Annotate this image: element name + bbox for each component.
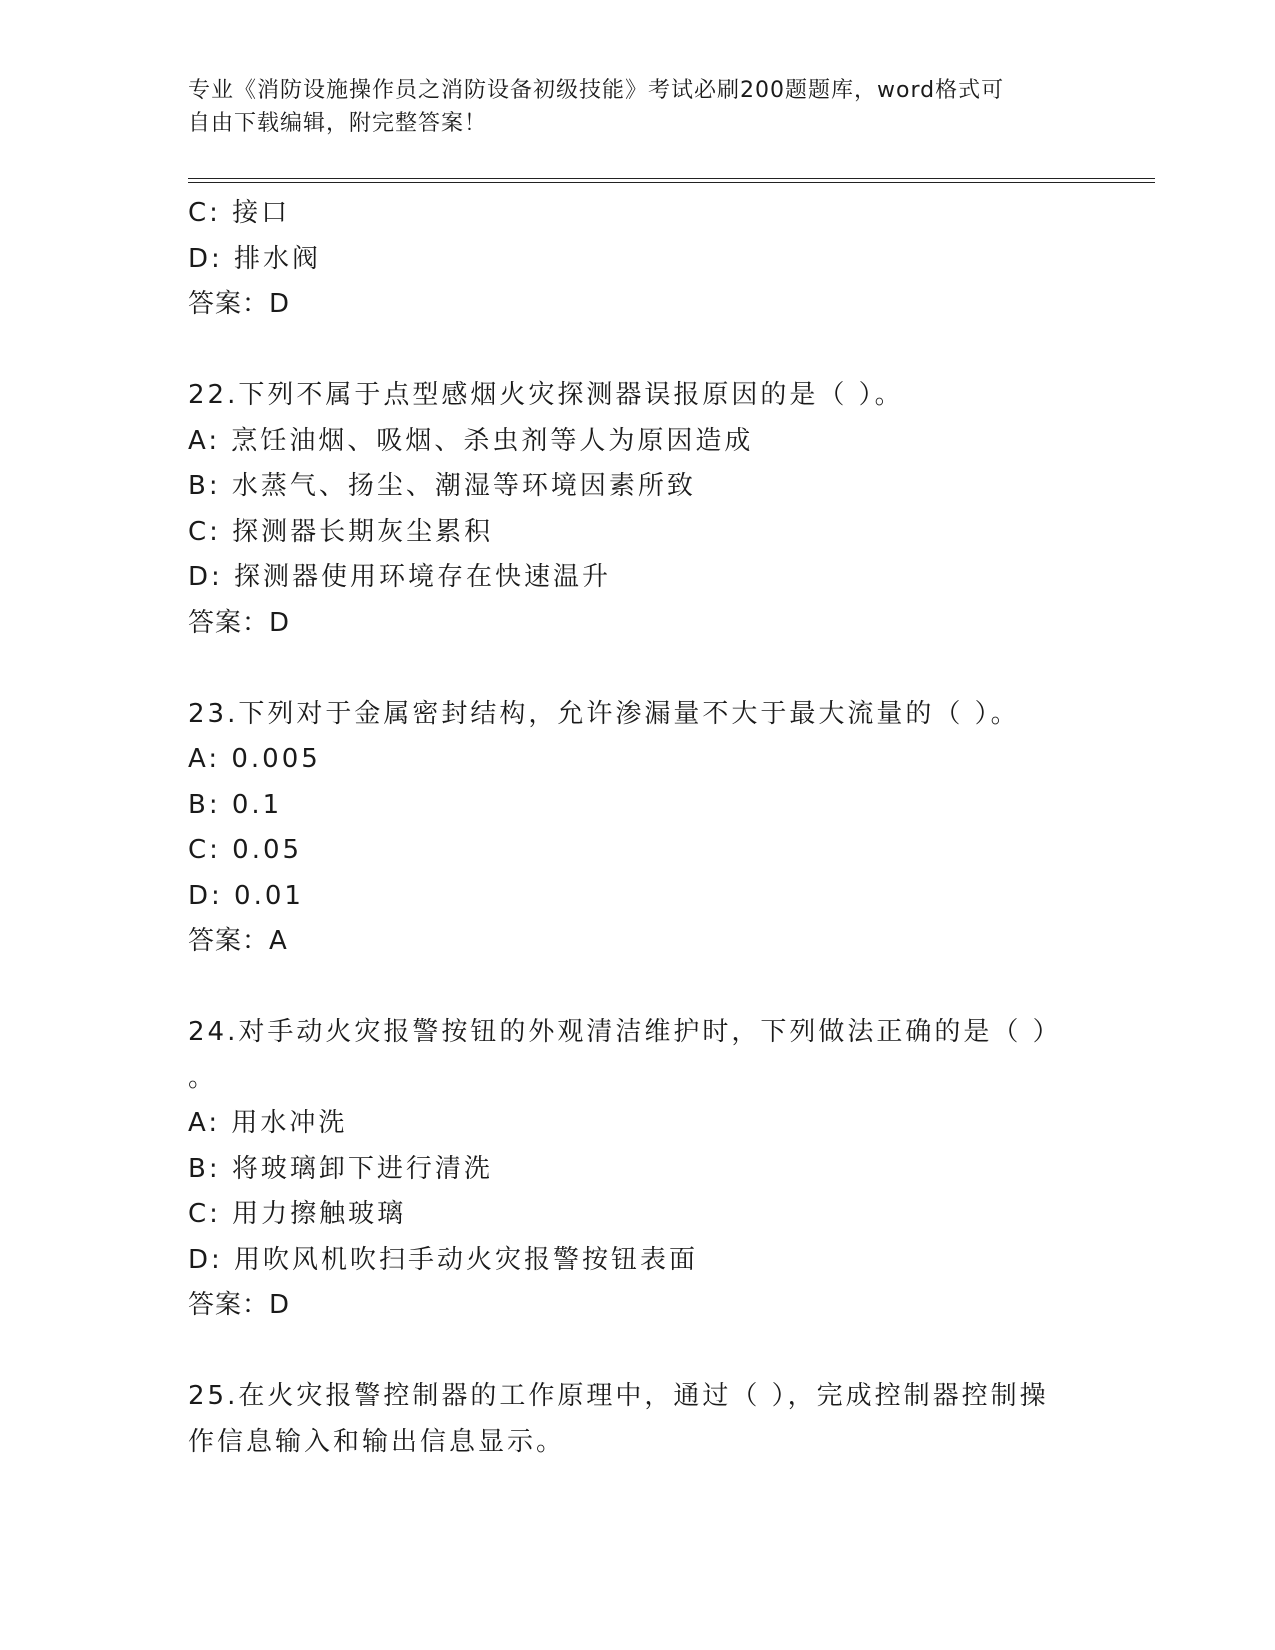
header-title-line-1: 专业《消防设施操作员之消防设备初级技能》考试必刷200题题库，word格式可: [188, 78, 1005, 103]
question-25-title-line-2: 作信息输入和输出信息显示。: [188, 1426, 566, 1457]
answer-line: 答案：D: [188, 289, 291, 319]
question-22-answer: 答案：D: [188, 607, 291, 638]
question-24-answer: 答案：D: [188, 1290, 291, 1320]
header-title-line-2: 自由下载编辑，附完整答案！: [188, 111, 488, 136]
question-24-title: 24.对手动火灾报警按钮的外观清洁维护时，下列做法正确的是（ ）: [188, 1017, 1062, 1047]
spacer: [188, 328, 1088, 374]
question-23-option-b: B: 0.1: [188, 789, 283, 820]
question-list: [188, 191, 1088, 1465]
header-rule-bottom: [188, 182, 1155, 183]
header-rule-top: [188, 178, 1155, 179]
spacer: [188, 1329, 1088, 1375]
question-23-option-c: C: 0.05: [188, 835, 303, 865]
question-23-answer: 答案：A: [188, 926, 288, 956]
question-24-option-d: D: 用吹风机吹扫手动火灾报警按钮表面: [188, 1244, 699, 1275]
spacer: [188, 646, 1088, 692]
question-24-option-c: C: 用力擦触玻璃: [188, 1199, 407, 1229]
question-23-title: 23.下列对于金属密封结构，允许渗漏量不大于最大流量的（ ）。: [188, 698, 1020, 729]
question-22-option-d: D: 探测器使用环境存在快速温升: [188, 562, 612, 592]
question-24-option-b: B: 将玻璃卸下进行清洗: [188, 1153, 493, 1184]
question-23-option-a: A: 0.005: [188, 744, 321, 774]
question-22-option-b: B: 水蒸气、扬尘、潮湿等环境因素所致: [188, 471, 696, 501]
option-d: D: 排水阀: [188, 243, 322, 274]
question-24-option-a: A: 用水冲洗: [188, 1108, 348, 1138]
question-25-title-line-1: 25.在火灾报警控制器的工作原理中，通过（ ），完成控制器控制操: [188, 1381, 1049, 1411]
question-22-title: 22.下列不属于点型感烟火灾探测器误报原因的是（ ）。: [188, 380, 904, 410]
question-22-option-c: C: 探测器长期灰尘累积: [188, 516, 494, 547]
question-24-title-continuation: 。: [188, 1062, 218, 1093]
question-23-option-d: D: 0.01: [188, 880, 304, 911]
spacer: [188, 965, 1088, 1011]
option-c: C: 接口: [188, 198, 291, 228]
question-22-option-a: A: 烹饪油烟、吸烟、杀虫剂等人为原因造成: [188, 425, 754, 456]
document-header: [188, 74, 1068, 140]
